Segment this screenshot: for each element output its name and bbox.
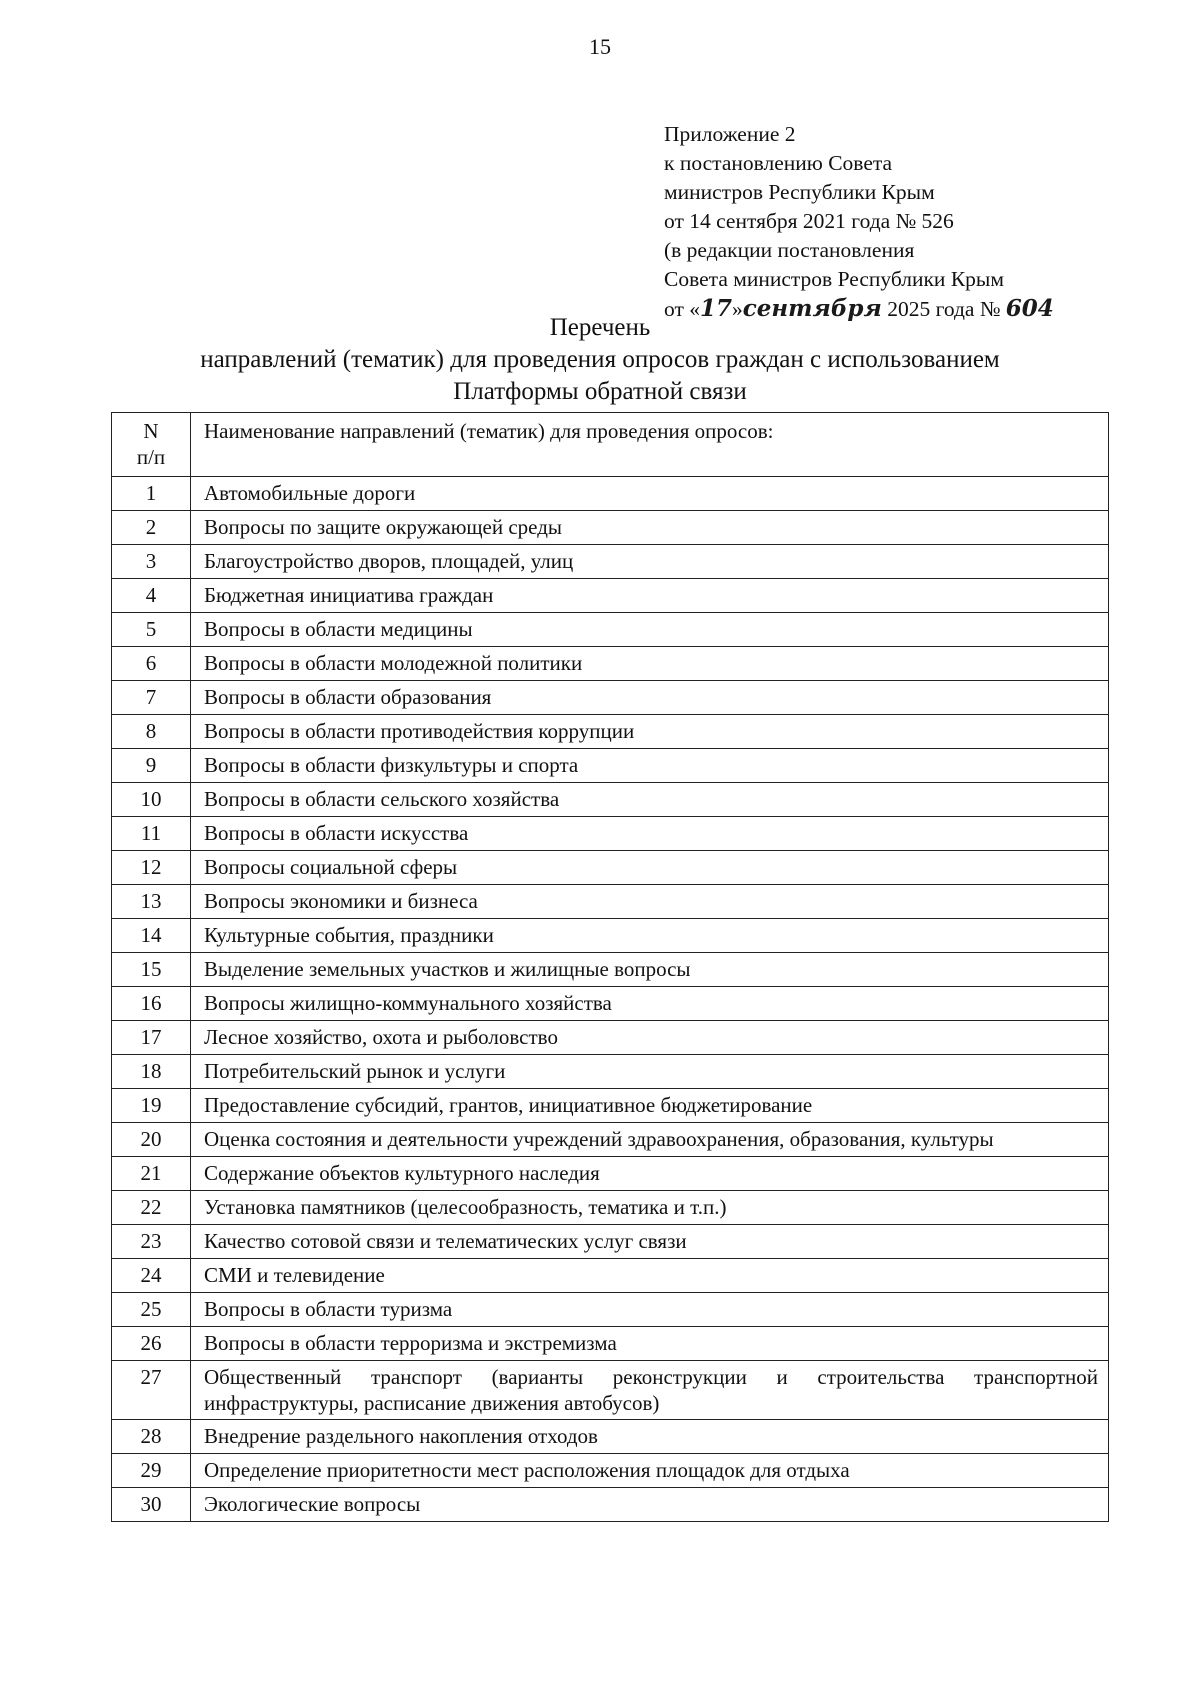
- row-number: 11: [112, 817, 191, 851]
- table-row: [112, 919, 1109, 953]
- row-number: 20: [112, 1123, 191, 1157]
- row-topic: Культурные события, праздники: [191, 919, 1109, 953]
- document-title: [100, 312, 1100, 408]
- row-number: 29: [112, 1454, 191, 1488]
- table-row: [112, 681, 1109, 715]
- row-topic: Экологические вопросы: [191, 1488, 1109, 1522]
- table-row: [112, 1327, 1109, 1361]
- header-number: [112, 413, 191, 477]
- row-topic: Вопросы в области медицины: [191, 613, 1109, 647]
- annex-title: Приложение 2: [664, 122, 796, 146]
- row-number: 9: [112, 749, 191, 783]
- row-number: 6: [112, 647, 191, 681]
- row-topic: Благоустройство дворов, площадей, улиц: [191, 545, 1109, 579]
- annex-year: 2025 года №: [887, 297, 1001, 321]
- row-topic: Вопросы по защите окружающей среды: [191, 511, 1109, 545]
- row-topic: Вопросы социальной сферы: [191, 851, 1109, 885]
- table-row: [112, 1157, 1109, 1191]
- row-topic: Вопросы в области терроризма и экстремизма: [191, 1327, 1109, 1361]
- row-topic: СМИ и телевидение: [191, 1259, 1109, 1293]
- title-line-3: Платформы обратной связи: [453, 378, 747, 405]
- table-row: [112, 783, 1109, 817]
- annex-line-5: (в редакции постановления: [664, 238, 915, 262]
- table-row: [112, 1420, 1109, 1454]
- row-number: 14: [112, 919, 191, 953]
- table-row: [112, 885, 1109, 919]
- annex-line-3: министров Республики Крым: [664, 180, 935, 204]
- table-header-row: [112, 413, 1109, 477]
- handwritten-day: 17: [700, 295, 733, 322]
- table-row: [112, 817, 1109, 851]
- table-row: [112, 953, 1109, 987]
- table-row: [112, 545, 1109, 579]
- table-row: [112, 1089, 1109, 1123]
- row-topic: Вопросы в области молодежной политики: [191, 647, 1109, 681]
- row-topic: Вопросы в области образования: [191, 681, 1109, 715]
- row-topic: Оценка состояния и деятельности учреждений здравоохранения, образования, культуры: [191, 1123, 1109, 1157]
- row-topic: Установка памятников (целесообразность, тематика и т.п.): [191, 1191, 1109, 1225]
- row-topic: Автомобильные дороги: [191, 477, 1109, 511]
- row-number: 5: [112, 613, 191, 647]
- row-topic: Вопросы в области искусства: [191, 817, 1109, 851]
- row-number: 13: [112, 885, 191, 919]
- row-number: 23: [112, 1225, 191, 1259]
- row-number: 1: [112, 477, 191, 511]
- table-row: [112, 1454, 1109, 1488]
- annex-header: [664, 120, 1054, 324]
- annex-line-4: от 14 сентября 2021 года № 526: [664, 209, 954, 233]
- row-topic: Лесное хозяйство, охота и рыболовство: [191, 1021, 1109, 1055]
- row-number: 30: [112, 1488, 191, 1522]
- row-number: 27: [112, 1361, 191, 1420]
- title-line-1: Перечень: [549, 314, 651, 341]
- row-topic: Предоставление субсидий, грантов, инициативное бюджетирование: [191, 1089, 1109, 1123]
- row-number: 26: [112, 1327, 191, 1361]
- page-number: 15: [589, 34, 611, 59]
- annex-date-prefix: от «: [664, 297, 700, 321]
- row-topic: Выделение земельных участков и жилищные вопросы: [191, 953, 1109, 987]
- header-number-line-1: N: [143, 419, 159, 443]
- row-number: 24: [112, 1259, 191, 1293]
- table-row: [112, 1225, 1109, 1259]
- table-row: [112, 1361, 1109, 1420]
- row-topic: Вопросы в области физкультуры и спорта: [191, 749, 1109, 783]
- table-row: [112, 987, 1109, 1021]
- row-number: 18: [112, 1055, 191, 1089]
- row-topic: Потребительский рынок и услуги: [191, 1055, 1109, 1089]
- table-row: [112, 1259, 1109, 1293]
- row-number: 19: [112, 1089, 191, 1123]
- row-topic: Вопросы в области сельского хозяйства: [191, 783, 1109, 817]
- table-row: [112, 1293, 1109, 1327]
- table-row: [112, 613, 1109, 647]
- row-topic: Вопросы в области противодействия коррупции: [191, 715, 1109, 749]
- annex-date-mid: »: [732, 297, 743, 321]
- table-row: [112, 851, 1109, 885]
- table-body: [112, 477, 1109, 1522]
- table-row: [112, 1021, 1109, 1055]
- table-row: [112, 511, 1109, 545]
- row-number: 22: [112, 1191, 191, 1225]
- row-topic: Общественный транспорт (варианты реконструкции и строительства транспортной инфраструктуры, расписание движения автобусов): [191, 1361, 1109, 1420]
- row-number: 10: [112, 783, 191, 817]
- row-number: 12: [112, 851, 191, 885]
- topics-table: [111, 412, 1109, 1522]
- table-row: [112, 715, 1109, 749]
- row-topic: Внедрение раздельного накопления отходов: [191, 1420, 1109, 1454]
- table-row: [112, 1488, 1109, 1522]
- row-topic: Вопросы в области туризма: [191, 1293, 1109, 1327]
- row-number: 21: [112, 1157, 191, 1191]
- row-number: 28: [112, 1420, 191, 1454]
- handwritten-month: сентября: [742, 295, 882, 322]
- row-topic: Бюджетная инициатива граждан: [191, 579, 1109, 613]
- row-topic: Качество сотовой связи и телематических услуг связи: [191, 1225, 1109, 1259]
- row-number: 15: [112, 953, 191, 987]
- handwritten-number: 604: [1005, 295, 1054, 322]
- header-number-line-2: п/п: [136, 445, 166, 469]
- row-number: 17: [112, 1021, 191, 1055]
- row-number: 25: [112, 1293, 191, 1327]
- table-row: [112, 1123, 1109, 1157]
- row-topic: Вопросы экономики и бизнеса: [191, 885, 1109, 919]
- row-topic: Содержание объектов культурного наследия: [191, 1157, 1109, 1191]
- row-number: 16: [112, 987, 191, 1021]
- header-name: Наименование направлений (тематик) для проведения опросов:: [191, 413, 1109, 477]
- table-row: [112, 1055, 1109, 1089]
- annex-line-2: к постановлению Совета: [664, 151, 893, 175]
- row-number: 4: [112, 579, 191, 613]
- table-row: [112, 1191, 1109, 1225]
- row-number: 2: [112, 511, 191, 545]
- row-topic: Вопросы жилищно-коммунального хозяйства: [191, 987, 1109, 1021]
- table-row: [112, 749, 1109, 783]
- row-topic: Определение приоритетности мест расположения площадок для отдыха: [191, 1454, 1109, 1488]
- row-number: 3: [112, 545, 191, 579]
- table-row: [112, 579, 1109, 613]
- row-number: 7: [112, 681, 191, 715]
- table-row: [112, 477, 1109, 511]
- table-row: [112, 647, 1109, 681]
- title-line-2: направлений (тематик) для проведения опросов граждан с использованием: [200, 346, 1000, 373]
- row-number: 8: [112, 715, 191, 749]
- annex-line-6: Совета министров Республики Крым: [664, 267, 1004, 291]
